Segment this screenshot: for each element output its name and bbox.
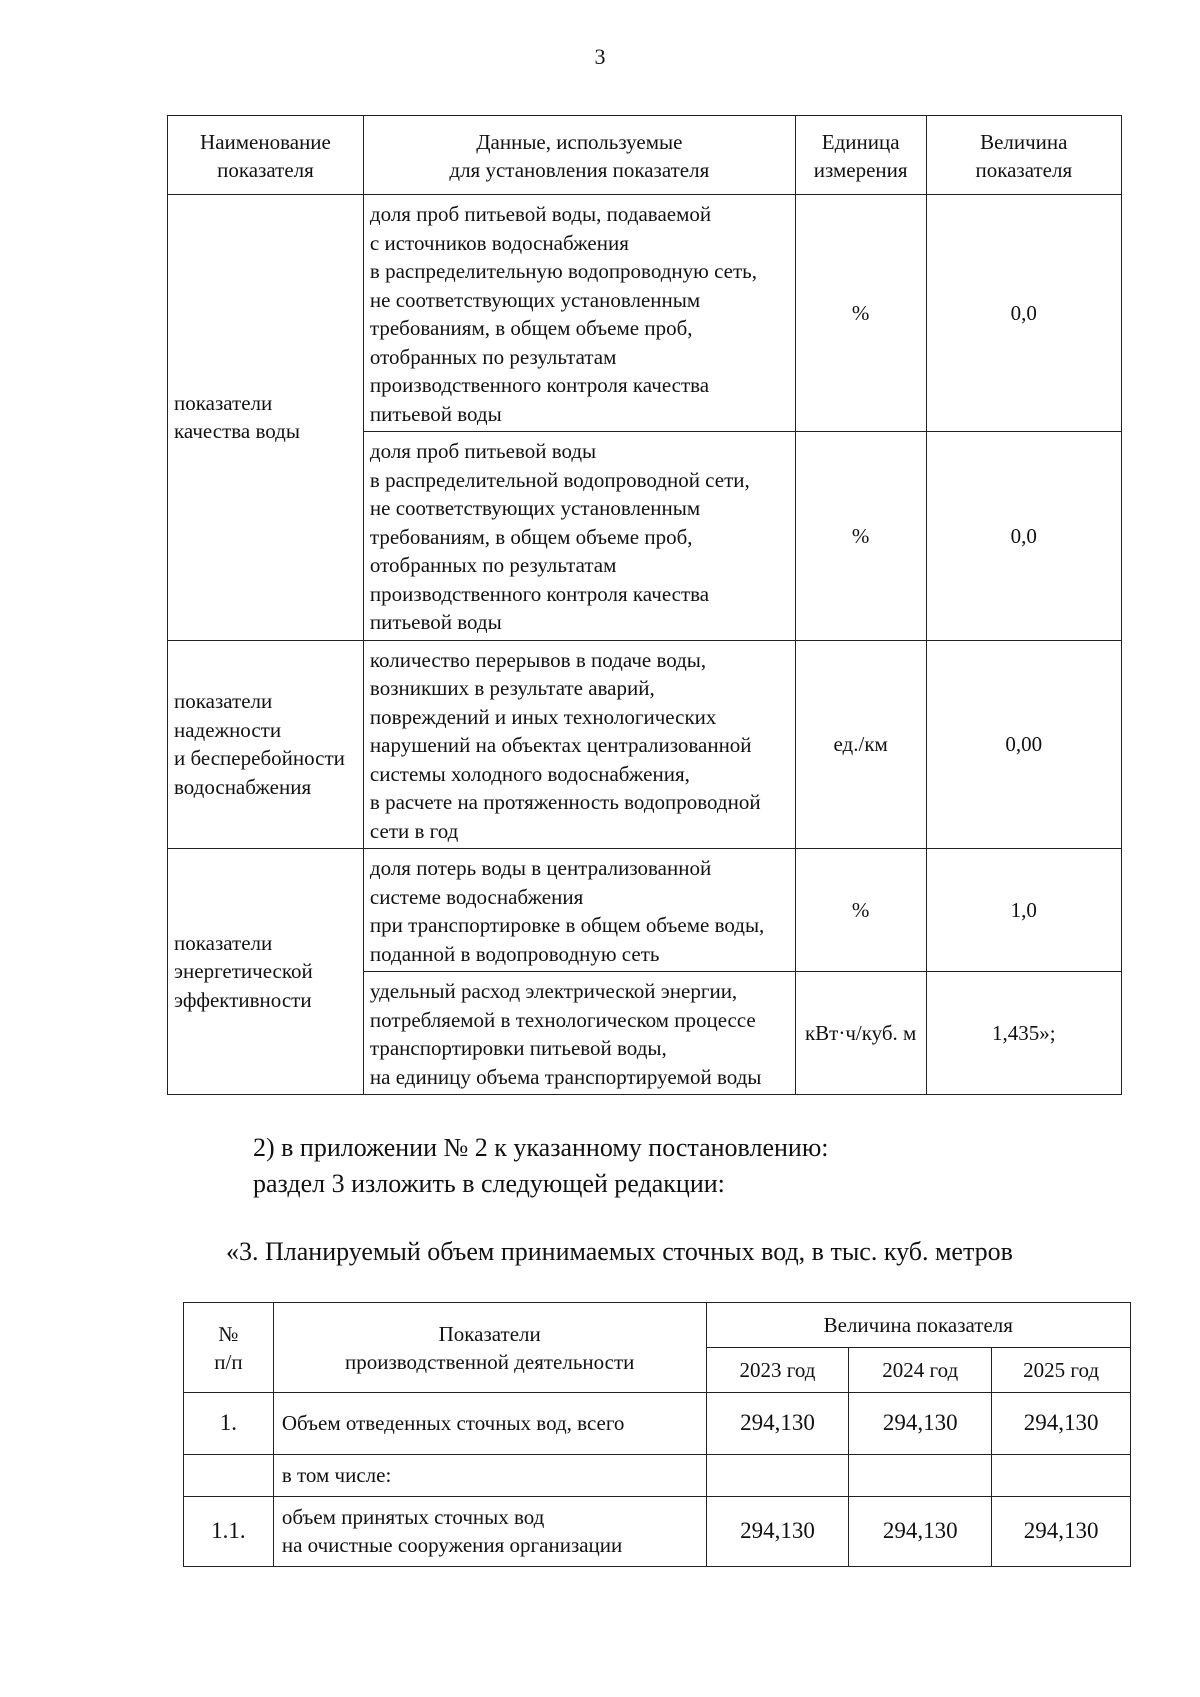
indicator-data: доля потерь воды в централизованной системе водоснабжения при транспортировке в общем объеме воды, поданной в водопроводную сеть — [363, 849, 795, 972]
row-value: 294,130 — [849, 1496, 992, 1566]
indicator-value: 1,0 — [926, 849, 1121, 972]
row-value — [992, 1455, 1131, 1497]
indicator-data: удельный расход электрической энергии, потребляемой в технологическом процессе транспортировки питьевой воды, на единицу объема транспортируемой воды — [363, 972, 795, 1095]
amendment-instruction: раздел 3 изложить в следующей редакции: — [253, 1169, 725, 1198]
header-indicator-value: Величина показателя — [706, 1303, 1130, 1348]
row-indicator: в том числе: — [273, 1455, 706, 1497]
indicator-unit: % — [795, 195, 926, 432]
indicator-data: доля проб питьевой воды, подаваемой с источников водоснабжения в распределительную водопроводную сеть, не соответствующих установленным требованиям, в общем объеме проб, отобранных по результатам производственного контроля качества питьевой воды — [363, 195, 795, 432]
header-indicator-name: Наименование показателя — [168, 116, 364, 195]
row-value: 294,130 — [849, 1393, 992, 1455]
indicator-unit: % — [795, 432, 926, 641]
header-year: 2025 год — [992, 1348, 1131, 1393]
header-unit: Единица измерения — [795, 116, 926, 195]
row-value: 294,130 — [706, 1496, 849, 1566]
indicator-unit: кВт·ч/куб. м — [795, 972, 926, 1095]
section-heading: «3. Планируемый объем принимаемых сточных вод, в тыс. куб. метров — [226, 1237, 1013, 1266]
indicator-unit: % — [795, 849, 926, 972]
table-row — [184, 1496, 1131, 1566]
header-year: 2024 год — [849, 1348, 992, 1393]
row-indicator: объем принятых сточных вод на очистные сооружения организации — [273, 1496, 706, 1566]
table-row — [168, 195, 1122, 432]
row-value: 294,130 — [992, 1393, 1131, 1455]
table-row — [184, 1455, 1131, 1497]
table-row — [168, 640, 1122, 849]
table-header-row — [184, 1303, 1131, 1348]
indicator-value: 0,0 — [926, 195, 1121, 432]
group-name-energy-efficiency: показатели энергетической эффективности — [168, 849, 364, 1095]
row-value: 294,130 — [706, 1393, 849, 1455]
header-year: 2023 год — [706, 1348, 849, 1393]
table-row — [168, 849, 1122, 972]
indicator-value: 1,435»; — [926, 972, 1121, 1095]
row-value — [849, 1455, 992, 1497]
indicator-unit: ед./км — [795, 640, 926, 849]
header-indicators: Показатели производственной деятельности — [273, 1303, 706, 1393]
group-name-water-quality: показатели качества воды — [168, 195, 364, 641]
header-data-used: Данные, используемые для установления показателя — [363, 116, 795, 195]
group-name-reliability: показатели надежности и бесперебойности водоснабжения — [168, 640, 364, 849]
row-number: 1. — [184, 1393, 274, 1455]
indicator-value: 0,00 — [926, 640, 1121, 849]
header-value: Величина показателя — [926, 116, 1121, 195]
row-value — [706, 1455, 849, 1497]
row-value: 294,130 — [992, 1496, 1131, 1566]
indicator-data: доля проб питьевой воды в распределительной водопроводной сети, не соответствующих установленным требованиям, в общем объеме проб, отобранных по результатам производственного контроля качества питьевой воды — [363, 432, 795, 641]
row-number — [184, 1455, 274, 1497]
indicators-table-header — [168, 116, 1122, 195]
page-number: 3 — [594, 44, 606, 69]
indicator-value: 0,0 — [926, 432, 1121, 641]
row-number: 1.1. — [184, 1496, 274, 1566]
indicator-data: количество перерывов в подаче воды, возникших в результате аварий, повреждений и иных технологических нарушений на объектах централизованной системы холодного водоснабжения, в расчете на протяженность водопроводной сети в год — [363, 640, 795, 849]
table-row — [184, 1393, 1131, 1455]
amendment-paragraph: 2) в приложении № 2 к указанному постановлению: — [253, 1133, 829, 1162]
wastewater-volume-table — [183, 1302, 1131, 1567]
header-number: № п/п — [184, 1303, 274, 1393]
row-indicator: Объем отведенных сточных вод, всего — [273, 1393, 706, 1455]
indicators-table — [167, 115, 1122, 1095]
